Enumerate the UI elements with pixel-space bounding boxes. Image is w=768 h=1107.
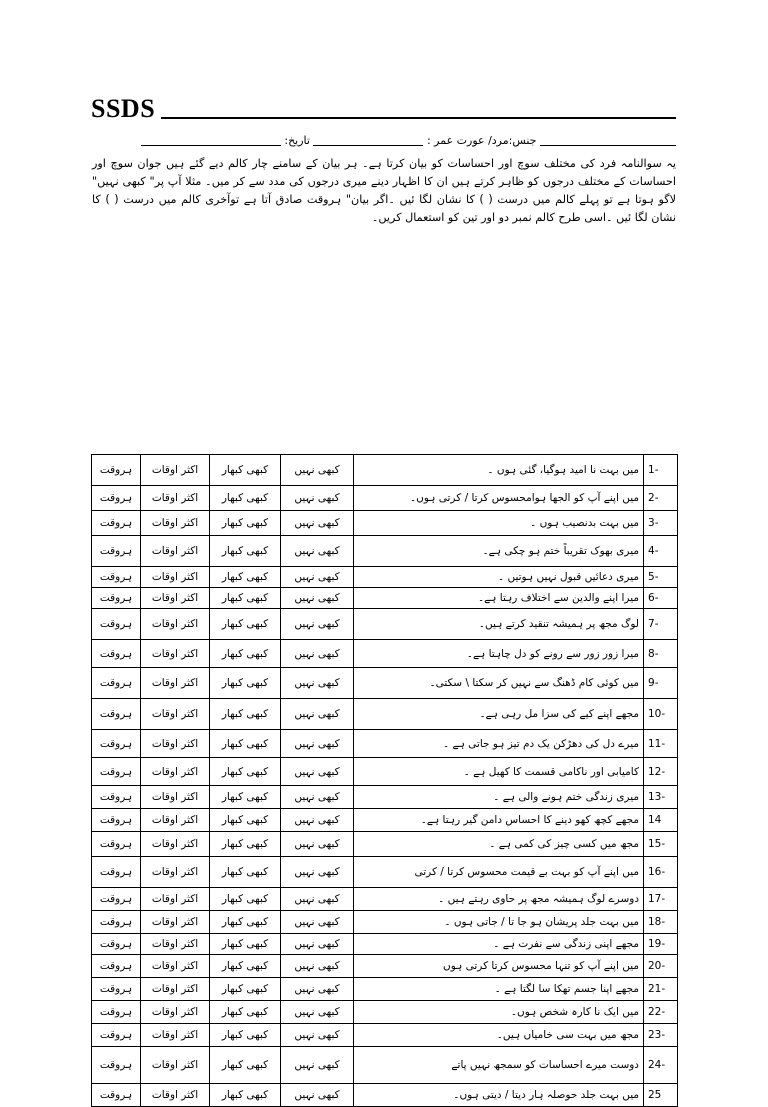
table-row <box>92 486 678 511</box>
item-number: -16 <box>644 857 678 888</box>
option-sometimes[interactable]: کبھی کبھار <box>210 1024 281 1047</box>
option-always[interactable]: ہروقت <box>92 536 141 567</box>
option-often[interactable]: اکثر اوقات <box>141 934 210 955</box>
item-number: -18 <box>644 911 678 934</box>
option-never[interactable]: کبھی نہیں <box>281 857 354 888</box>
option-sometimes[interactable]: کبھی کبھار <box>210 455 281 486</box>
option-sometimes[interactable]: کبھی کبھار <box>210 978 281 1001</box>
option-sometimes[interactable]: کبھی کبھار <box>210 699 281 730</box>
option-always[interactable]: ہروقت <box>92 567 141 588</box>
option-often[interactable]: اکثر اوقات <box>141 699 210 730</box>
option-sometimes[interactable]: کبھی کبھار <box>210 934 281 955</box>
option-never[interactable]: کبھی نہیں <box>281 640 354 668</box>
option-always[interactable]: ہروقت <box>92 609 141 640</box>
option-never[interactable]: کبھی نہیں <box>281 888 354 911</box>
option-sometimes[interactable]: کبھی کبھار <box>210 1084 281 1107</box>
option-often[interactable]: اکثر اوقات <box>141 609 210 640</box>
option-always[interactable]: ہروقت <box>92 455 141 486</box>
gender-age-label: جنس:مرد/ عورت عمر : <box>426 134 537 147</box>
option-always[interactable]: ہروقت <box>92 857 141 888</box>
age-blank[interactable] <box>313 135 423 146</box>
item-number: -1 <box>644 455 678 486</box>
option-never[interactable]: کبھی نہیں <box>281 486 354 511</box>
option-often[interactable]: اکثر اوقات <box>141 786 210 809</box>
item-number: -7 <box>644 609 678 640</box>
item-statement: لوگ مجھ پر ہمیشہ تنقید کرتے ہیں۔ <box>354 609 644 640</box>
option-always[interactable]: ہروقت <box>92 888 141 911</box>
item-statement: میری زندگی ختم ہونے والی ہے ۔ <box>354 786 644 809</box>
option-sometimes[interactable]: کبھی کبھار <box>210 857 281 888</box>
date-blank[interactable] <box>141 135 281 146</box>
option-always[interactable]: ہروقت <box>92 1024 141 1047</box>
option-never[interactable]: کبھی نہیں <box>281 609 354 640</box>
option-sometimes[interactable]: کبھی کبھار <box>210 758 281 786</box>
option-never[interactable]: کبھی نہیں <box>281 978 354 1001</box>
table-row <box>92 1047 678 1084</box>
table-row <box>92 668 678 699</box>
option-never[interactable]: کبھی نہیں <box>281 668 354 699</box>
option-always[interactable]: ہروقت <box>92 1047 141 1084</box>
title-underline <box>161 116 676 119</box>
option-often[interactable]: اکثر اوقات <box>141 809 210 832</box>
item-statement: میری بھوک تقریباً ختم ہو چکی ہے۔ <box>354 536 644 567</box>
option-sometimes[interactable]: کبھی کبھار <box>210 536 281 567</box>
table-row <box>92 832 678 857</box>
item-number: -20 <box>644 955 678 978</box>
table-row <box>92 455 678 486</box>
option-never[interactable]: کبھی نہیں <box>281 758 354 786</box>
item-number: 25 <box>644 1084 678 1107</box>
item-statement: دوست میرے احساسات کو سمجھ نہیں پاتے <box>354 1047 644 1084</box>
option-sometimes[interactable]: کبھی کبھار <box>210 640 281 668</box>
item-statement: مجھے اپنے کیے کی سزا مل رہی ہے۔ <box>354 699 644 730</box>
option-never[interactable]: کبھی نہیں <box>281 567 354 588</box>
option-sometimes[interactable]: کبھی کبھار <box>210 955 281 978</box>
option-never[interactable]: کبھی نہیں <box>281 1047 354 1084</box>
option-never[interactable]: کبھی نہیں <box>281 699 354 730</box>
item-number: -23 <box>644 1024 678 1047</box>
option-often[interactable]: اکثر اوقات <box>141 1084 210 1107</box>
option-often[interactable]: اکثر اوقات <box>141 758 210 786</box>
item-number: -17 <box>644 888 678 911</box>
option-always[interactable]: ہروقت <box>92 1001 141 1024</box>
option-never[interactable]: کبھی نہیں <box>281 730 354 758</box>
option-never[interactable]: کبھی نہیں <box>281 1024 354 1047</box>
option-always[interactable]: ہروقت <box>92 934 141 955</box>
table-row <box>92 911 678 934</box>
table-row <box>92 888 678 911</box>
item-statement: میں بہت بدنصیب ہوں ۔ <box>354 511 644 536</box>
option-always[interactable]: ہروقت <box>92 668 141 699</box>
item-statement: مجھ میں کسی چیز کی کمی ہے ۔ <box>354 832 644 857</box>
option-never[interactable]: کبھی نہیں <box>281 955 354 978</box>
item-number: -4 <box>644 536 678 567</box>
item-statement: میں بہت نا امید ہوگیا، گئی ہوں ۔ <box>354 455 644 486</box>
option-sometimes[interactable]: کبھی کبھار <box>210 588 281 609</box>
option-always[interactable]: ہروقت <box>92 588 141 609</box>
option-often[interactable]: اکثر اوقات <box>141 640 210 668</box>
option-sometimes[interactable]: کبھی کبھار <box>210 911 281 934</box>
item-number: -22 <box>644 1001 678 1024</box>
option-never[interactable]: کبھی نہیں <box>281 511 354 536</box>
option-always[interactable]: ہروقت <box>92 511 141 536</box>
option-sometimes[interactable]: کبھی کبھار <box>210 668 281 699</box>
table-row <box>92 1024 678 1047</box>
option-always[interactable]: ہروقت <box>92 978 141 1001</box>
option-always[interactable]: ہروقت <box>92 699 141 730</box>
table-row <box>92 536 678 567</box>
item-number: -24 <box>644 1047 678 1084</box>
item-number: -12 <box>644 758 678 786</box>
option-often[interactable]: اکثر اوقات <box>141 536 210 567</box>
option-often[interactable]: اکثر اوقات <box>141 1024 210 1047</box>
item-number: -15 <box>644 832 678 857</box>
item-statement: مجھے اپنی زندگی سے نفرت ہے ۔ <box>354 934 644 955</box>
option-sometimes[interactable]: کبھی کبھار <box>210 1047 281 1084</box>
table-row <box>92 640 678 668</box>
item-number: -19 <box>644 934 678 955</box>
option-sometimes[interactable]: کبھی کبھار <box>210 832 281 857</box>
table-row <box>92 857 678 888</box>
table-row <box>92 978 678 1001</box>
option-sometimes[interactable]: کبھی کبھار <box>210 786 281 809</box>
option-sometimes[interactable]: کبھی کبھار <box>210 486 281 511</box>
item-statement: میری دعائیں قبول نہیں ہوتیں ۔ <box>354 567 644 588</box>
option-sometimes[interactable]: کبھی کبھار <box>210 730 281 758</box>
option-never[interactable]: کبھی نہیں <box>281 455 354 486</box>
item-statement: مجھے کچھ کھو دینے کا احساس دامن گیر رہتا ہے۔ <box>354 809 644 832</box>
option-often[interactable]: اکثر اوقات <box>141 567 210 588</box>
option-never[interactable]: کبھی نہیں <box>281 536 354 567</box>
table-row <box>92 786 678 809</box>
item-statement: میں اپنے آپ کو بہت بے قیمت محسوس کرتا / کرتی <box>354 857 644 888</box>
option-often[interactable]: اکثر اوقات <box>141 455 210 486</box>
option-always[interactable]: ہروقت <box>92 809 141 832</box>
table-row <box>92 699 678 730</box>
item-statement: میں اپنے آپ کو الجھا ہوامحسوس کرتا / کرتی ہوں۔ <box>354 486 644 511</box>
table-row <box>92 609 678 640</box>
table-row <box>92 511 678 536</box>
item-statement: دوسرے لوگ ہمیشہ مجھ پر حاوی رہتے ہیں ۔ <box>354 888 644 911</box>
item-statement: میں بہت جلد پریشان ہو جا تا / جاتی ہوں ۔ <box>354 911 644 934</box>
option-always[interactable]: ہروقت <box>92 1084 141 1107</box>
option-often[interactable]: اکثر اوقات <box>141 1001 210 1024</box>
table-row <box>92 955 678 978</box>
option-often[interactable]: اکثر اوقات <box>141 911 210 934</box>
option-often[interactable]: اکثر اوقات <box>141 511 210 536</box>
item-number: -3 <box>644 511 678 536</box>
option-sometimes[interactable]: کبھی کبھار <box>210 1001 281 1024</box>
option-often[interactable]: اکثر اوقات <box>141 588 210 609</box>
item-number: -6 <box>644 588 678 609</box>
item-statement: میرا اپنے والدین سے اختلاف رہتا ہے۔ <box>354 588 644 609</box>
option-always[interactable]: ہروقت <box>92 758 141 786</box>
table-row <box>92 1084 678 1107</box>
item-number: -10 <box>644 699 678 730</box>
instructions: یہ سوالنامہ فرد کی مختلف سوچ اور احساسات کو بیان کرتا ہے۔ ہر بیان کے سامنے چار کالم دیے گئے ہیں جوان سوچ اور احساسات کے مختلف درجوں کو ظاہر کرتے ہیں ان کا اظہار دینے میری درجوں کی مدد سے کر میں۔ مثلا آپ پر" کبھی نہیں" لاگو ہوتا ہے تو پہلے کالم میں درست ( ) کا نشان لگا ئیں ۔اگر بیان" ہروقت صادق آتا ہے توآخری کالم میں درست ( ) کا نشان لگا ئیں ۔اسی طرح کالم نمبر دو اور تین کو استعمال کریں۔ <box>92 157 676 224</box>
option-often[interactable]: اکثر اوقات <box>141 955 210 978</box>
option-never[interactable]: کبھی نہیں <box>281 809 354 832</box>
option-often[interactable]: اکثر اوقات <box>141 857 210 888</box>
item-statement: میرا زور زور سے رونے کو دل چاہتا ہے۔ <box>354 640 644 668</box>
option-sometimes[interactable]: کبھی کبھار <box>210 567 281 588</box>
option-often[interactable]: اکثر اوقات <box>141 888 210 911</box>
table-row <box>92 730 678 758</box>
option-always[interactable]: ہروقت <box>92 832 141 857</box>
item-number: -5 <box>644 567 678 588</box>
name-blank[interactable] <box>540 135 676 146</box>
option-often[interactable]: اکثر اوقات <box>141 978 210 1001</box>
option-never[interactable]: کبھی نہیں <box>281 588 354 609</box>
item-statement: میں اپنے آپ کو تنہا محسوس کرتا کرتی ہوں <box>354 955 644 978</box>
item-number: -8 <box>644 640 678 668</box>
item-number: 14 <box>644 809 678 832</box>
item-number: -2 <box>644 486 678 511</box>
option-always[interactable]: ہروقت <box>92 640 141 668</box>
option-always[interactable]: ہروقت <box>92 786 141 809</box>
form-title-text: SSDS <box>91 94 156 123</box>
item-number: -13 <box>644 786 678 809</box>
option-never[interactable]: کبھی نہیں <box>281 786 354 809</box>
option-always[interactable]: ہروقت <box>92 730 141 758</box>
option-never[interactable]: کبھی نہیں <box>281 1001 354 1024</box>
option-often[interactable]: اکثر اوقات <box>141 832 210 857</box>
item-number: -21 <box>644 978 678 1001</box>
option-sometimes[interactable]: کبھی کبھار <box>210 888 281 911</box>
item-number: -9 <box>644 668 678 699</box>
item-statement: میں بہت جلد حوصلہ ہار دیتا / دیتی ہوں۔ <box>354 1084 644 1107</box>
option-never[interactable]: کبھی نہیں <box>281 911 354 934</box>
date-label: تاریخ: <box>284 134 310 147</box>
option-often[interactable]: اکثر اوقات <box>141 730 210 758</box>
table-row <box>92 588 678 609</box>
option-always[interactable]: ہروقت <box>92 486 141 511</box>
option-never[interactable]: کبھی نہیں <box>281 934 354 955</box>
item-number: -11 <box>644 730 678 758</box>
item-statement: میں ایک نا کارہ شخص ہوں۔ <box>354 1001 644 1024</box>
option-always[interactable]: ہروقت <box>92 911 141 934</box>
option-often[interactable]: اکثر اوقات <box>141 486 210 511</box>
form-title <box>91 94 676 124</box>
item-statement: میرے دل کی دھڑکن یک دم تیز ہو جاتی ہے ۔ <box>354 730 644 758</box>
option-sometimes[interactable]: کبھی کبھار <box>210 809 281 832</box>
option-sometimes[interactable]: کبھی کبھار <box>210 609 281 640</box>
item-statement: میں کوئی کام ڈھنگ سے نہیں کر سکتا \ سکتی۔ <box>354 668 644 699</box>
option-sometimes[interactable]: کبھی کبھار <box>210 511 281 536</box>
item-statement: کامیابی اور ناکامی قسمت کا کھیل ہے ۔ <box>354 758 644 786</box>
questionnaire-table <box>91 454 678 1107</box>
item-statement: مجھ میں بہت سی خامیاں ہیں۔ <box>354 1024 644 1047</box>
table-row <box>92 758 678 786</box>
option-often[interactable]: اکثر اوقات <box>141 1047 210 1084</box>
option-often[interactable]: اکثر اوقات <box>141 668 210 699</box>
option-always[interactable]: ہروقت <box>92 955 141 978</box>
respondent-info-line <box>92 134 676 147</box>
table-row <box>92 934 678 955</box>
item-statement: مجھے اپنا جسم تھکا سا لگتا ہے ۔ <box>354 978 644 1001</box>
table-row <box>92 567 678 588</box>
option-never[interactable]: کبھی نہیں <box>281 832 354 857</box>
option-never[interactable]: کبھی نہیں <box>281 1084 354 1107</box>
table-row <box>92 1001 678 1024</box>
table-row <box>92 809 678 832</box>
